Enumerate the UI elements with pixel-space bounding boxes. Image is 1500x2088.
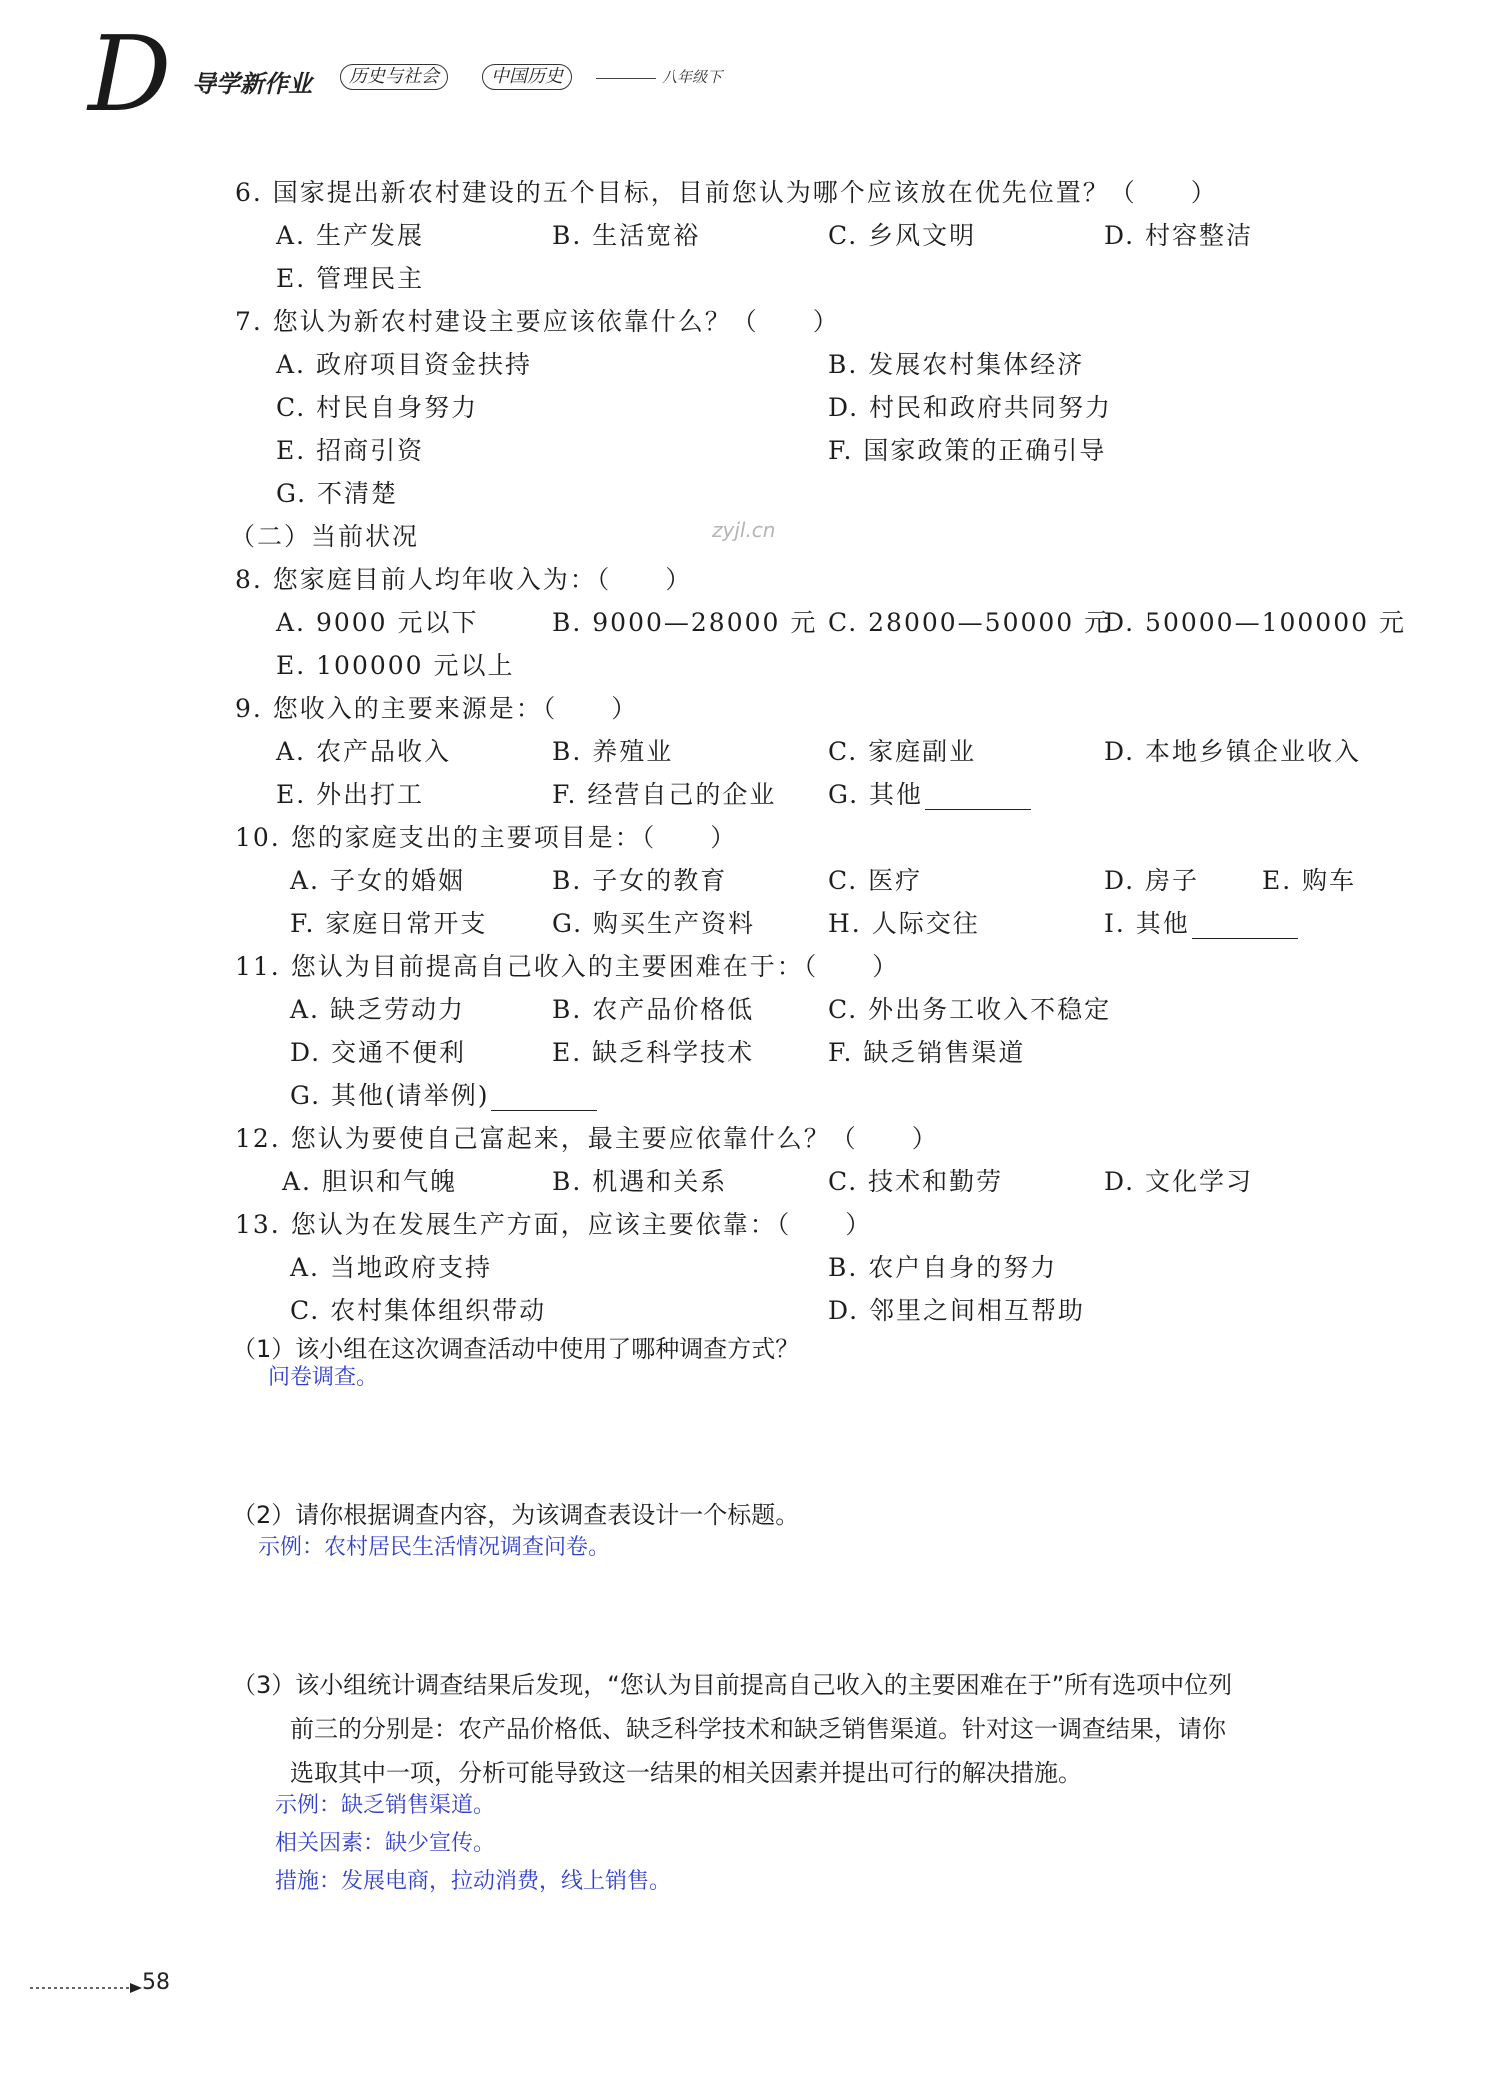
option-label: I. 其他: [1104, 909, 1190, 938]
question-stem: 9. 您收入的主要来源是：（ ）: [235, 694, 639, 723]
option: D. 村容整洁: [1104, 221, 1254, 250]
option: A. 胆识和气魄: [282, 1167, 457, 1196]
grade-label: 八年级下: [662, 68, 723, 86]
fill-blank: [1192, 916, 1298, 939]
question-stem: 12. 您认为要使自己富起来，最主要应依靠什么？（ ）: [235, 1124, 939, 1153]
fill-blank: [491, 1088, 597, 1111]
option: C. 医疗: [828, 866, 923, 895]
fill-blank: [925, 787, 1031, 810]
option: C. 28000—50000 元: [828, 608, 1112, 637]
option: D. 邻里之间相互帮助: [828, 1296, 1086, 1325]
option: A. 生产发展: [276, 221, 424, 250]
option: C. 乡风文明: [828, 221, 977, 250]
question-stem: 6. 国家提出新农村建设的五个目标，目前您认为哪个应该放在优先位置？（ ）: [235, 178, 1218, 207]
option: D. 文化学习: [1104, 1167, 1254, 1196]
option: A. 农产品收入: [276, 737, 451, 766]
option: D. 村民和政府共同努力: [828, 393, 1113, 422]
brand-title: 导学新作业: [192, 70, 312, 98]
answer-text: 示例：农村居民生活情况调查问卷。: [258, 1535, 611, 1560]
option: C. 家庭副业: [828, 737, 977, 766]
option: B. 机遇和关系: [552, 1167, 728, 1196]
question-stem: 10. 您的家庭支出的主要项目是：（ ）: [235, 823, 738, 852]
section-heading: （二）当前状况: [230, 522, 420, 551]
option-label: G. 其他(请举例): [290, 1081, 490, 1110]
option: F. 经营自己的企业: [552, 780, 777, 809]
option: B. 发展农村集体经济: [828, 350, 1085, 379]
answer-text: 问卷调查。: [268, 1365, 379, 1390]
question-stem: 8. 您家庭目前人均年收入为：（ ）: [235, 565, 693, 594]
option: D. 50000—100000 元: [1104, 608, 1406, 637]
option: C. 村民自身努力: [276, 393, 479, 422]
option: F. 缺乏销售渠道: [828, 1038, 1026, 1067]
watermark: zyjl.cn: [712, 518, 776, 542]
subject-pill: 历史与社会: [340, 64, 448, 90]
option: E. 招商引资: [276, 436, 425, 465]
option: H. 人际交往: [828, 909, 980, 938]
option: A. 政府项目资金扶持: [276, 350, 532, 379]
subject-pill: 中国历史: [482, 64, 572, 90]
subquestion-text: （3）该小组统计调查结果后发现，“您认为目前提高自己收入的主要困难在于”所有选项中位列: [232, 1671, 1233, 1699]
option: A. 子女的婚姻: [290, 866, 465, 895]
option: B. 9000—28000 元: [552, 608, 818, 637]
option: B. 农户自身的努力: [828, 1253, 1058, 1282]
option: D. 房子: [1104, 866, 1200, 895]
option: C. 技术和勤劳: [828, 1167, 1004, 1196]
option: B. 农产品价格低: [552, 995, 755, 1024]
option: C. 农村集体组织带动: [290, 1296, 547, 1325]
subquestion-text: 选取其中一项，分析可能导致这一结果的相关因素并提出可行的解决措施。: [290, 1759, 1082, 1787]
option: F. 家庭日常开支: [290, 909, 488, 938]
option: D. 交通不便利: [290, 1038, 467, 1067]
option: E. 100000 元以上: [276, 651, 515, 680]
subquestion-text: （2）请你根据调查内容，为该调查表设计一个标题。: [232, 1501, 800, 1529]
option: B. 子女的教育: [552, 866, 728, 895]
option: G. 不清楚: [276, 479, 398, 508]
option: G. 购买生产资料: [552, 909, 755, 938]
option: F. 国家政策的正确引导: [828, 436, 1107, 465]
option: E. 外出打工: [276, 780, 425, 809]
footer-arrow-icon: [30, 1982, 148, 1994]
answer-text: 示例：缺乏销售渠道。: [275, 1793, 496, 1818]
option: B. 养殖业: [552, 737, 674, 766]
page-number: 58: [142, 1970, 170, 1995]
option: E. 购车: [1262, 866, 1357, 895]
subquestion-text: （1）该小组在这次调查活动中使用了哪种调查方式？: [232, 1335, 800, 1363]
option: D. 本地乡镇企业收入: [1104, 737, 1362, 766]
option: C. 外出务工收入不稳定: [828, 995, 1112, 1024]
question-stem: 13. 您认为在发展生产方面，应该主要依靠：（ ）: [235, 1210, 873, 1239]
option: A. 当地政府支持: [290, 1253, 492, 1282]
answer-text: 措施：发展电商，拉动消费，线上销售。: [275, 1869, 672, 1894]
option: [290, 1081, 597, 1111]
subquestion-text: 前三的分别是：农产品价格低、缺乏科学技术和缺乏销售渠道。针对这一调查结果，请你: [290, 1715, 1226, 1743]
logo-letter: D: [88, 13, 172, 135]
question-stem: 7. 您认为新农村建设主要应该依靠什么？（ ）: [235, 307, 840, 336]
option: [1104, 909, 1298, 939]
question-stem: 11. 您认为目前提高自己收入的主要困难在于：（ ）: [235, 952, 900, 981]
option: E. 缺乏科学技术: [552, 1038, 755, 1067]
option: B. 生活宽裕: [552, 221, 701, 250]
option: A. 缺乏劳动力: [290, 995, 465, 1024]
option: A. 9000 元以下: [276, 608, 479, 637]
option-label: G. 其他: [828, 780, 923, 809]
option: E. 管理民主: [276, 264, 425, 293]
option: [828, 780, 1031, 810]
answer-text: 相关因素：缺少宣传。: [275, 1831, 496, 1856]
